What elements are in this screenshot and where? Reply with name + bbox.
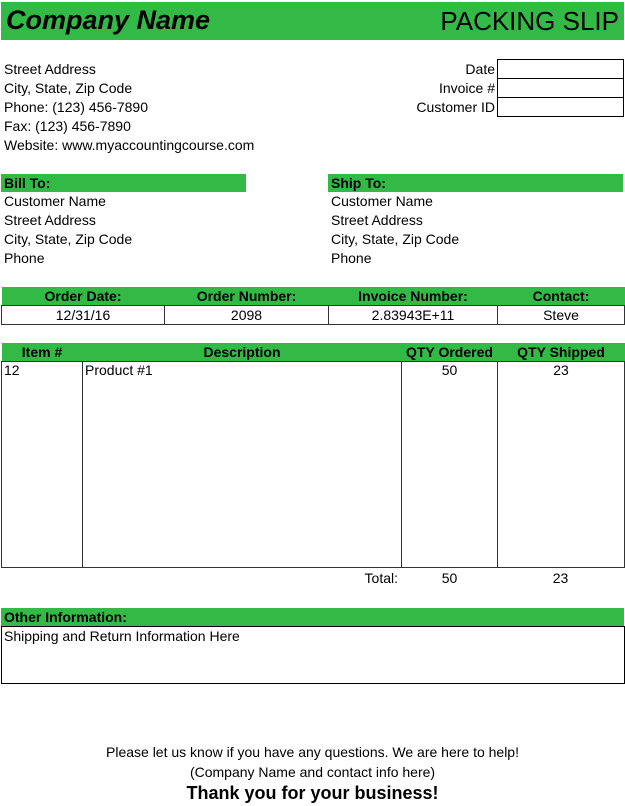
customer-id-field[interactable] (497, 97, 624, 117)
footer-contact: (Company Name and contact info here) (189, 764, 436, 780)
contact-header: Contact: (498, 287, 625, 306)
qty-shipped-cell[interactable]: 23 (498, 362, 625, 568)
bill-to-name: Customer Name (4, 193, 106, 209)
footer-thanks: Thank you for your business! (186, 783, 439, 803)
invoice-number-cell[interactable]: 2.83943E+11 (329, 306, 498, 325)
document-title: PACKING SLIP (440, 6, 619, 36)
qty-ordered-header: QTY Ordered (402, 343, 498, 362)
footer-questions: Please let us know if you have any questions. We are here to help! (106, 744, 519, 760)
other-info-box[interactable]: Shipping and Return Information Here (1, 626, 625, 684)
bill-to-street: Street Address (4, 212, 96, 228)
date-label: Date (465, 61, 495, 77)
ship-to-title: Ship To: (328, 174, 623, 192)
total-ordered: 50 (441, 570, 458, 586)
ship-to-name: Customer Name (331, 193, 433, 209)
invoice-field[interactable] (497, 78, 624, 98)
company-street: Street Address (4, 61, 96, 77)
description-cell[interactable]: Product #1 (83, 362, 402, 568)
bill-to-city: City, State, Zip Code (4, 231, 133, 247)
order-date-header: Order Date: (2, 287, 165, 306)
other-info-title: Other Information: (1, 608, 624, 626)
bill-to-phone: Phone (4, 250, 45, 266)
customer-id-label: Customer ID (416, 99, 495, 115)
invoice-number-header: Invoice Number: (329, 287, 498, 306)
company-name: Company Name (6, 5, 211, 35)
company-city: City, State, Zip Code (4, 80, 133, 96)
company-fax: Fax: (123) 456-7890 (4, 118, 131, 134)
ship-to-street: Street Address (331, 212, 423, 228)
company-phone: Phone: (123) 456-7890 (4, 99, 148, 115)
ship-to-city: City, State, Zip Code (331, 231, 460, 247)
bill-to-title: Bill To: (1, 174, 246, 192)
order-date-cell[interactable]: 12/31/16 (2, 306, 165, 325)
order-table (1, 287, 625, 325)
qty-shipped-header: QTY Shipped (498, 343, 625, 362)
order-number-header: Order Number: (165, 287, 329, 306)
date-field[interactable] (497, 59, 624, 79)
invoice-label: Invoice # (438, 80, 495, 96)
item-number-cell[interactable]: 12 (2, 362, 83, 568)
item-number-header: Item # (2, 343, 83, 362)
contact-cell[interactable]: Steve (498, 306, 625, 325)
items-table (1, 343, 625, 568)
table-row (2, 362, 625, 568)
total-label: Total: (364, 570, 398, 586)
ship-to-phone: Phone (331, 250, 372, 266)
description-header: Description (83, 343, 402, 362)
order-number-cell[interactable]: 2098 (165, 306, 329, 325)
total-shipped: 23 (552, 570, 569, 586)
qty-ordered-cell[interactable]: 50 (402, 362, 498, 568)
company-website: Website: www.myaccountingcourse.com (4, 137, 255, 153)
